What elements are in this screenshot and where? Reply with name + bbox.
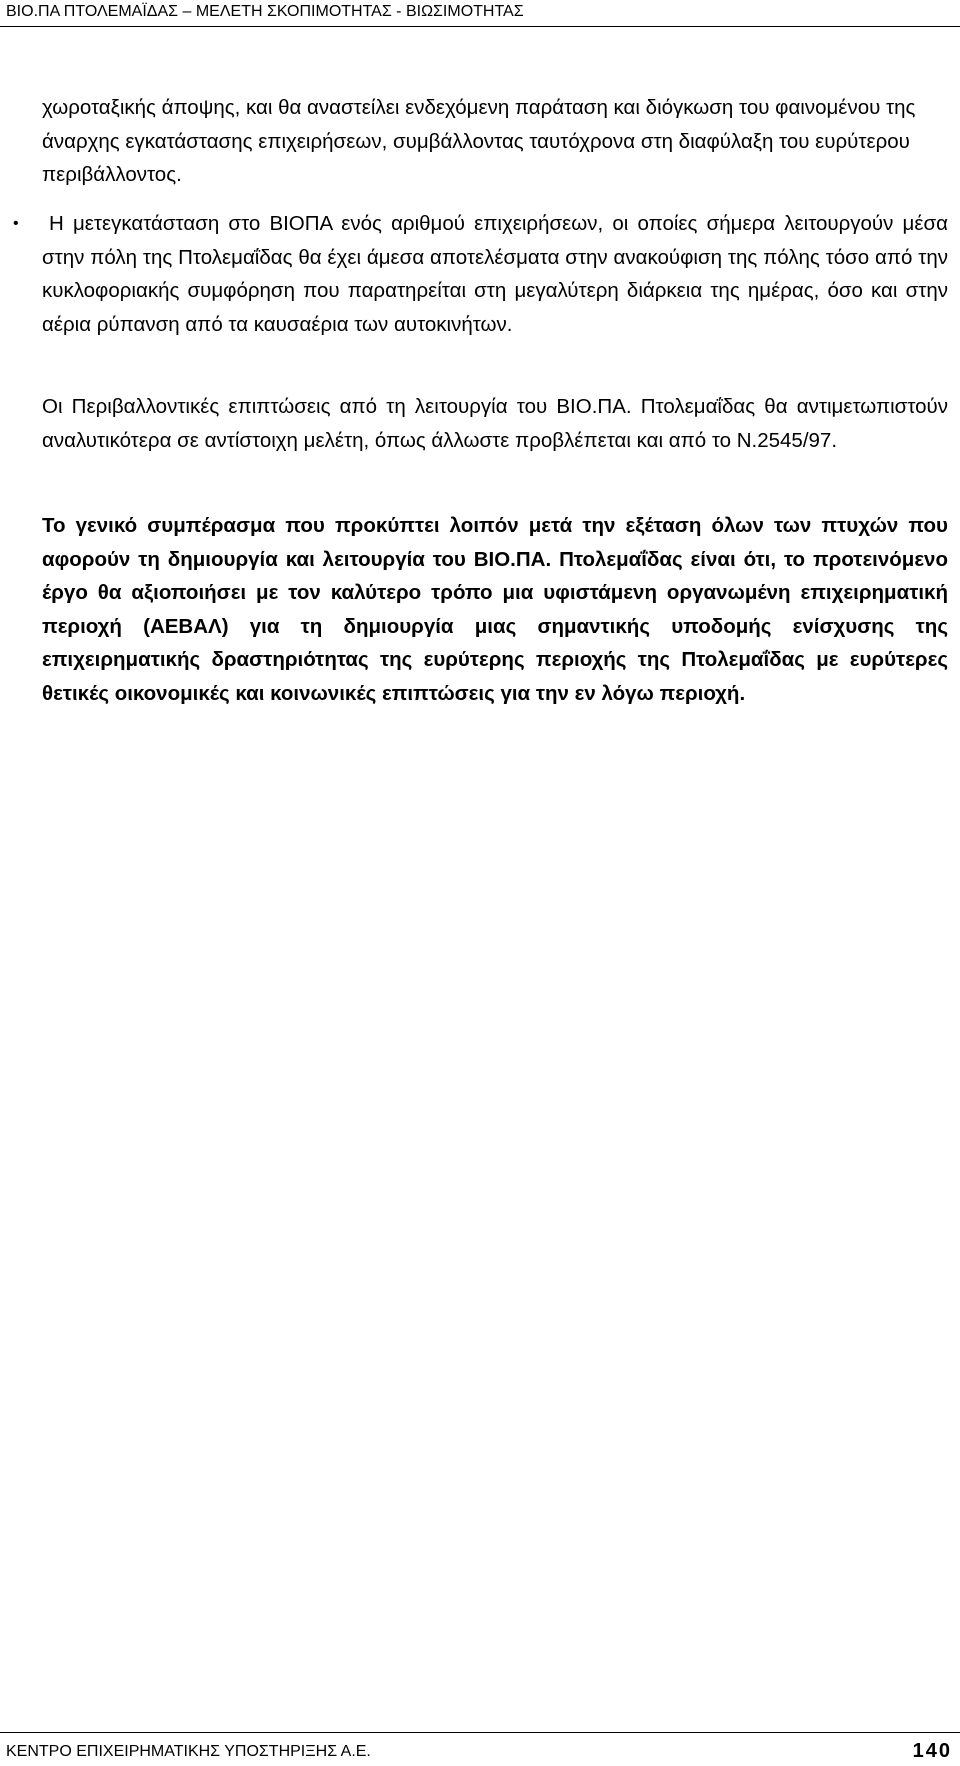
paragraph-environmental-impacts: Οι Περιβαλλοντικές επιπτώσεις από τη λειτουργία του ΒΙΟ.ΠΑ. Πτολεμαΐδας θα αντιμετωπιστούν αναλυτικότερα σε αντίστοιχη μελέτη, όπως άλλωστε προβλέπεται και από το Ν.2545/97. [42, 395, 948, 452]
paragraph-continued: χωροταξικής άποψης, και θα αναστείλει ενδεχόμενη παράταση και διόγκωση του φαινομένου της άναρχης εγκατάστασης επιχειρήσεων, συμβάλλοντας ταυτόχρονα στη διαφύλαξη του ευρύτερου περιβάλλοντος. [42, 96, 916, 186]
header-divider [0, 26, 960, 27]
page-header: ΒΙΟ.ΠΑ ΠΤΟΛΕΜΑΪΔΑΣ – ΜΕΛΕΤΗ ΣΚΟΠΙΜΟΤΗΤΑΣ - ΒΙΩΣΙΜΟΤΗΤΑΣ [6, 3, 524, 20]
bullet-icon: • [13, 215, 19, 232]
footer-divider [0, 1732, 960, 1733]
bullet-list-item [13, 207, 948, 341]
page-number: 140 [912, 1740, 952, 1762]
bullet-text: Η μετεγκατάσταση στο ΒΙΟΠΑ ενός αριθμού επιχειρήσεων, οι οποίες σήμερα λειτουργούν μέσα στην πόλη της Πτολεμαΐδας θα έχει άμεσα αποτελέσματα στην ανακούφιση της πόλης τόσο από την κυκλοφοριακής συμφόρηση που παρατηρείται στη μεγαλύτερη διάρκεια της ημέρας, όσο και στην αέρια ρύπανση από τα καυσαέρια των αυτοκινήτων. [42, 212, 948, 336]
page-footer: ΚΕΝΤΡΟ ΕΠΙΧΕΙΡΗΜΑΤΙΚΗΣ ΥΠΟΣΤΗΡΙΞΗΣ Α.Ε. [6, 1743, 371, 1760]
paragraph-conclusion: Το γενικό συμπέρασμα που προκύπτει λοιπόν μετά την εξέταση όλων των πτυχών που αφορούν τη δημιουργία και λειτουργία του ΒΙΟ.ΠΑ. Πτολεμαΐδας είναι ότι, το προτεινόμενο έργο θα αξιοποιήσει με τον καλύτερο τρόπο μια υφιστάμενη οργανωμένη επιχειρηματική περιοχή (ΑΕΒΑΛ) για τη δημιουργία μιας σημαντικής υποδομής ενίσχυσης της επιχειρηματικής δραστηριότητας της ευρύτερης περιοχής της Πτολεμαΐδας με ευρύτερες θετικές οικονομικές και κοινωνικές επιπτώσεις για την εν λόγω περιοχή. [42, 514, 948, 705]
